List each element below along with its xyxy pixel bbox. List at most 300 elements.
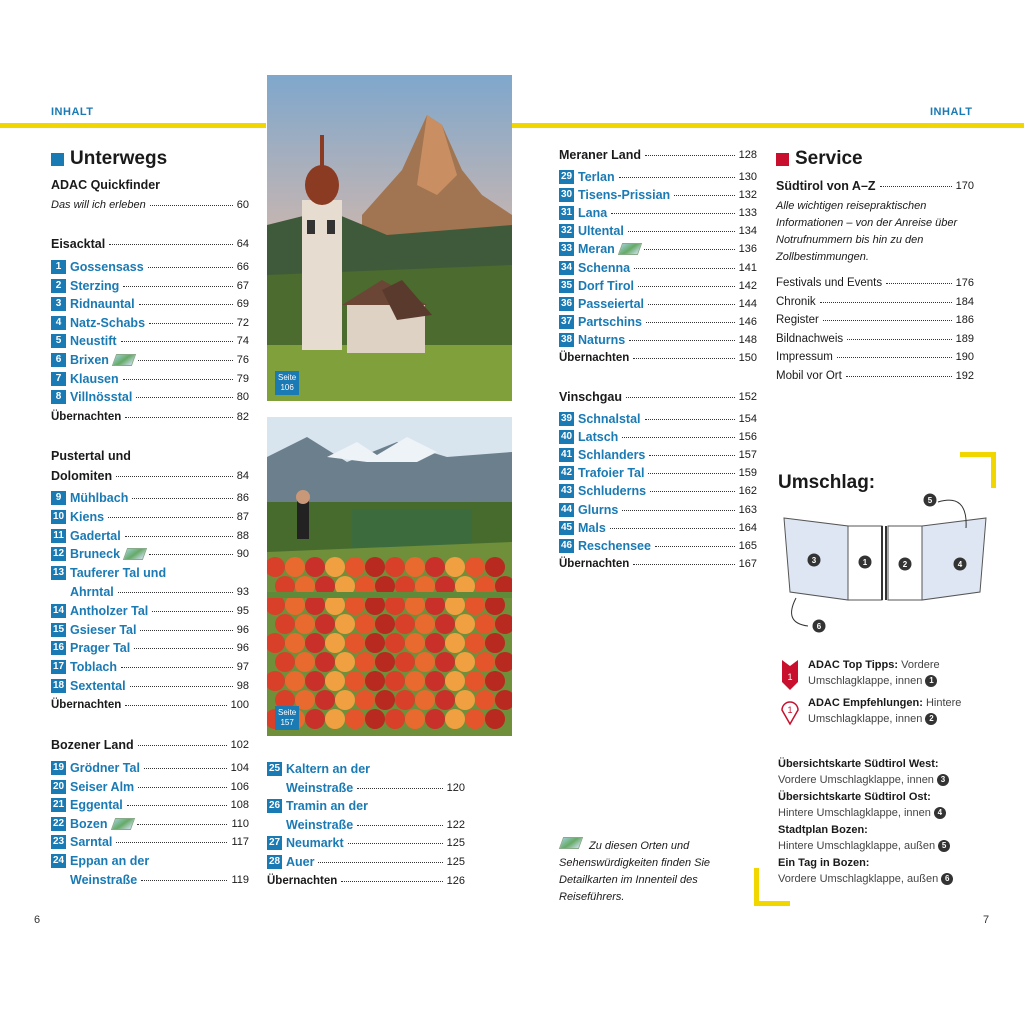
entry-name-line2: Weinstraße [286,780,354,795]
entry-number: 42 [560,467,573,479]
apple-shape [365,671,385,691]
entry-name: Trafoier Tal [578,466,645,481]
entry-number: 33 [560,243,573,255]
entry-name: Passeiertal [578,296,645,311]
entry-number: 24 [52,855,65,866]
pustertal-uebernachten[interactable] [51,696,249,714]
toc-entry[interactable] [51,370,249,388]
vinschgau-uebernachten[interactable] [559,555,757,573]
section-meraner-land[interactable] [559,146,757,164]
empfehlungen-icon [780,698,800,731]
entry-name: Schnalstal [578,412,641,426]
toc-entry[interactable] [51,332,249,350]
toc-entry[interactable] [51,388,249,406]
entry-name: Natz-Schabs [70,315,146,330]
umschlag-title: Umschlag: [778,472,876,493]
page-number: 106 [230,780,249,793]
header-rule-left [0,123,266,128]
page-number: 93 [236,586,249,598]
uebernachten-label: Übernachten [559,352,630,364]
section-eisacktal[interactable] [51,235,249,253]
meraner-uebernachten[interactable] [559,349,757,367]
entry-name: Toblach [70,660,117,675]
page-number: 119 [231,873,249,886]
entry-number: 7 [51,372,66,386]
page-number: 100 [230,699,249,711]
tipps-text: Vordere Umschlagklappe, innen [808,659,940,687]
entry-number: 46 [560,539,573,551]
entry-number: 1 [51,260,66,274]
entry-number: 17 [52,661,65,673]
toc-entry[interactable] [559,519,757,537]
apple-harvest-image [267,417,512,736]
entry-name: Ultental [578,224,624,239]
service-label: Chronik [776,295,816,308]
entry-number: 32 [560,225,573,237]
entry-name: Prager Tal [70,641,131,656]
page-number: 150 [738,352,757,364]
ref-circle: 1 [925,675,937,687]
toc-entry[interactable] [51,295,249,313]
page-number: 72 [236,316,249,329]
toc-entry[interactable] [267,797,465,815]
page-number: 90 [236,548,249,561]
toc-entry[interactable] [559,313,757,331]
entry-number: 16 [52,642,65,654]
middle-uebernachten[interactable] [267,872,465,890]
quickfinder-entry[interactable] [51,196,249,214]
page-number: 96 [236,642,249,655]
eisacktal-uebernachten[interactable] [51,408,249,426]
toc-entry[interactable] [51,527,249,545]
entry-number: 35 [560,279,573,291]
apple-shape [475,614,495,634]
toc-entry[interactable] [559,186,757,204]
tipps-label: ADAC Top Tipps: [808,659,899,671]
toc-entry[interactable] [559,537,757,555]
toc-entry[interactable] [51,602,249,620]
toc-entry[interactable] [51,258,249,276]
entry-number: 27 [268,837,281,849]
entry-number: 38 [560,333,573,345]
quickfinder-sub: Das will ich erleben [51,198,146,211]
entry-number: 34 [560,261,573,273]
page-number: 125 [446,837,465,850]
ref-circle: 4 [934,807,946,819]
toc-entry[interactable] [51,564,249,582]
apple-shape [375,652,395,672]
apple-shape [435,690,455,710]
page-number: 102 [230,739,249,751]
toc-entry[interactable] [267,853,465,871]
service-entry[interactable] [776,293,974,311]
apple-shape [355,652,375,672]
page-number: 144 [738,297,757,310]
ref-circle: 2 [925,713,937,725]
service-title [776,148,863,170]
red-square-icon [776,153,789,166]
toc-entry[interactable] [559,410,757,428]
page-number: 84 [236,470,249,482]
toc-entry[interactable] [51,639,249,657]
page-number: 189 [955,332,974,345]
entry-number: 2 [51,279,66,293]
umschlag-diagram [778,488,998,638]
service-title-text: Service [795,148,863,169]
toc-entry-continued[interactable] [70,583,249,601]
quickfinder-label: ADAC Quickfinder [51,178,161,192]
section-label: Südtirol von A–Z [776,179,876,193]
apple-shape [485,709,505,729]
toc-entry[interactable] [51,833,249,851]
apple-shape [465,557,485,577]
entry-number: 30 [560,189,573,201]
page-number-left: 6 [34,914,41,926]
page-number: 152 [738,391,757,403]
seite-page: 157 [280,718,294,727]
entry-number: 29 [560,171,573,182]
page-number: 148 [738,333,757,346]
entry-name: Sterzing [70,278,120,293]
apple-shape [335,690,355,710]
apple-shape [385,671,405,691]
entry-name: Seiser Alm [70,779,135,794]
entry-name: Kiens [70,509,105,524]
toc-entry[interactable] [559,482,757,500]
diagram-ref-label: 1 [862,558,868,567]
map-text [778,871,978,887]
entry-number: 39 [560,413,573,424]
page-number: 128 [738,149,757,161]
apple-shape [475,690,495,710]
legend-note: Zu diesen Orten und Sehenswürdigkeiten finden Sie Detailkarten im Innenteil des Reiseführers. [559,840,711,903]
toc-entry[interactable] [559,277,757,295]
toc-entry[interactable] [51,796,249,814]
entry-name: Schlanders [578,448,646,463]
entry-name: Tauferer Tal und [70,566,167,581]
toc-entry[interactable] [559,259,757,277]
page-number: 122 [446,818,465,831]
apple-shape [385,633,405,653]
entry-name: Mühlbach [70,491,129,505]
page-number: 130 [738,171,757,183]
toc-entry-continued[interactable] [286,779,465,797]
apple-shape [315,690,335,710]
toc-entry[interactable] [51,314,249,332]
header-left: INHALT [51,106,94,118]
detail-map-icon [112,354,136,366]
apple-shape [445,709,465,729]
section-pustertal-line1: Pustertal und [51,449,131,463]
apple-shape [465,633,485,653]
apple-shape [405,557,425,577]
page-number: 167 [738,558,757,570]
page-number: 176 [955,277,974,289]
header-right: INHALT [930,106,973,118]
apple-shape [305,709,325,729]
service-az[interactable] [776,177,974,195]
entry-number: 31 [560,207,573,219]
section-label: Meraner Land [559,148,641,162]
page-number: 142 [738,279,757,292]
apple-shape [445,633,465,653]
map-text-value: Vordere Umschlagklappe, außen [778,873,939,885]
map-text-value: Hintere Umschlagklappe, außen [778,840,936,852]
entry-number: 11 [51,529,66,543]
apple-shape [285,557,305,577]
apple-shape [425,633,445,653]
page-number: 64 [236,238,249,250]
toc-entry[interactable] [51,508,249,526]
entry-name: Sextental [70,679,126,693]
seite-badge-1 [275,371,299,395]
service-entry[interactable] [776,274,974,292]
apple-shape [355,690,375,710]
page-number: 162 [738,485,757,498]
entry-name: Glurns [578,502,619,517]
page-number: 141 [738,261,757,274]
apple-shape [345,709,365,729]
service-entry[interactable] [776,330,974,348]
top-tipps-entry [808,657,988,689]
apple-shape [425,671,445,691]
page-number: 132 [738,189,757,202]
service-entry[interactable] [776,311,974,329]
toc-entry[interactable] [267,834,465,852]
apple-shape [435,652,455,672]
page-number: 82 [236,411,249,423]
entry-name: Antholzer Tal [70,603,149,618]
page-number: 87 [236,510,249,523]
empfehlungen-entry [808,695,988,727]
entry-number: 3 [51,297,66,311]
entry-number: 28 [268,856,281,867]
page-number: 67 [236,279,249,292]
entry-name: Bozen [70,816,108,831]
entry-number: 23 [52,836,65,848]
entry-number: 10 [52,510,65,522]
svg-text:1: 1 [787,672,793,682]
entry-number: 22 [52,817,65,829]
apple-shape [285,633,305,653]
entry-number: 15 [52,623,65,635]
map-label: Stadtplan Bozen: [778,824,868,836]
map-text-value: Hintere Umschlagklappe, innen [778,807,931,819]
toc-entry[interactable] [51,545,249,563]
apple-shape [455,690,475,710]
toc-entry[interactable] [559,428,757,446]
toc-entry[interactable] [51,759,249,777]
entry-name: Meran [578,242,615,257]
entry-number: 37 [560,315,573,327]
entry-number: 8 [51,390,66,404]
section-bozener-land[interactable] [51,736,249,754]
toc-entry-continued[interactable] [286,816,465,834]
page-number: 104 [230,762,249,774]
entry-name: Kaltern an der [286,762,371,776]
toc-entry[interactable] [559,295,757,313]
toc-entry[interactable] [51,277,249,295]
entry-name: Reschensee [578,538,651,553]
toc-entry[interactable] [559,446,757,464]
apple-shape [325,671,345,691]
page-number: 98 [236,680,249,692]
entry-name: Grödner Tal [70,761,140,775]
toc-entry[interactable] [51,852,249,870]
entry-number: 45 [560,521,573,533]
apple-shape [385,557,405,577]
toc-entry[interactable] [51,815,249,833]
toc-entry[interactable] [51,621,249,639]
diagram-ref-label: 4 [957,560,963,569]
page-number: 97 [236,661,249,674]
apple-shape [455,614,475,634]
apple-shape [365,709,385,729]
page-number: 186 [955,314,974,327]
entry-number: 36 [560,297,573,309]
service-label: Bildnachweis [776,332,844,345]
page-number: 60 [236,199,249,211]
apple-shape [405,709,425,729]
unterwegs-title [51,148,167,170]
page-number: 159 [738,467,757,480]
toc-entry[interactable] [559,501,757,519]
toc-entry[interactable] [51,677,249,695]
toc-entry[interactable] [51,778,249,796]
page-number: 165 [738,539,757,552]
empfehlungen-text: Hintere Umschlagklappe, innen [808,697,962,725]
toc-entry[interactable] [51,489,249,507]
entry-number: 18 [52,680,65,691]
entry-name: Schluderns [578,484,647,499]
umschlag-map-entry [778,822,978,854]
page-number: 134 [738,225,757,238]
page-number: 117 [231,836,249,849]
entry-name: Villnösstal [70,390,133,405]
umschlag-map-entry [778,756,978,788]
detail-map-icon [123,548,147,560]
entry-name: Tisens-Prissian [578,188,671,203]
uebernachten-label: Übernachten [559,558,630,570]
panel-4 [922,518,986,600]
map-text [778,805,978,821]
entry-number: 12 [52,548,65,560]
apple-shape [345,557,365,577]
entry-name: Bruneck [70,547,121,562]
seite-badge-2 [275,706,299,730]
entry-number: 21 [52,799,65,811]
entry-number: 5 [51,334,66,348]
uebernachten-label: Übernachten [51,699,122,711]
page-number: 76 [236,354,249,366]
empfehlungen-label: ADAC Empfehlungen: [808,697,923,709]
entry-number: 4 [51,316,66,330]
service-label: Mobil vor Ort [776,370,842,382]
page-number-right: 7 [983,914,990,926]
entry-number: 6 [51,353,66,367]
section-pustertal[interactable] [51,467,249,485]
apple-shape [295,614,315,634]
page-number: 95 [236,604,249,617]
toc-entry[interactable] [559,204,757,222]
page-number: 108 [230,799,249,812]
page-number: 120 [446,781,465,794]
page-number: 146 [738,315,757,328]
apple-shape [395,652,415,672]
apple-shape [425,557,445,577]
entry-number: 13 [52,567,65,579]
page-number: 154 [738,413,757,425]
apple-shape [365,633,385,653]
apple-shape [465,671,485,691]
map-label: Übersichtskarte Südtirol West: [778,758,939,770]
service-entry[interactable] [776,348,974,366]
map-text [778,772,978,788]
toc-entry[interactable] [559,222,757,240]
toc-entry[interactable] [559,168,757,186]
toc-entry[interactable] [51,351,249,369]
seite-page: 106 [280,383,294,392]
photo-church-dolomites [267,75,512,401]
page-number: 136 [738,243,757,256]
page-number: 133 [738,207,757,220]
toc-entry[interactable] [267,760,465,778]
apple-shape [415,652,435,672]
apple-shape [445,557,465,577]
toc-entry[interactable] [559,464,757,482]
apple-shape [285,671,305,691]
uebernachten-label: Übernachten [267,875,338,887]
map-label: Ein Tag in Bozen: [778,857,870,869]
page-number: 110 [231,817,249,830]
entry-number: 44 [560,503,573,515]
apple-shape [335,614,355,634]
church-mountain-image [267,75,512,401]
detail-map-icon [618,243,642,255]
crate-edge [267,592,512,598]
service-entry[interactable] [776,367,974,385]
entry-name: Tramin an der [286,799,368,814]
toc-entry-continued[interactable] [70,871,249,889]
apple-shape [365,557,385,577]
page-number: 96 [236,623,249,636]
apple-shape [375,614,395,634]
section-vinschgau[interactable] [559,388,757,406]
toc-entry[interactable] [559,240,757,258]
seite-label: Seite [278,373,297,382]
page-number: 86 [236,492,249,504]
toc-entry[interactable] [559,331,757,349]
section-label: Vinschgau [559,390,622,404]
entry-name: Schenna [578,260,631,275]
apple-shape [455,652,475,672]
apple-shape [395,614,415,634]
apple-shape [315,614,335,634]
entry-number: 25 [268,763,281,774]
apple-shape [315,652,335,672]
entry-name: Partschins [578,314,642,329]
page-number: 79 [236,372,249,385]
toc-entry[interactable] [51,658,249,676]
entry-number: 26 [268,800,281,812]
diagram-ref-label: 5 [927,496,933,505]
blue-square-icon [51,153,64,166]
entry-number: 14 [52,604,65,616]
entry-number: 40 [560,431,573,443]
entry-name: Lana [578,206,608,221]
detail-map-icon [110,818,134,830]
page-number: 69 [236,298,249,311]
